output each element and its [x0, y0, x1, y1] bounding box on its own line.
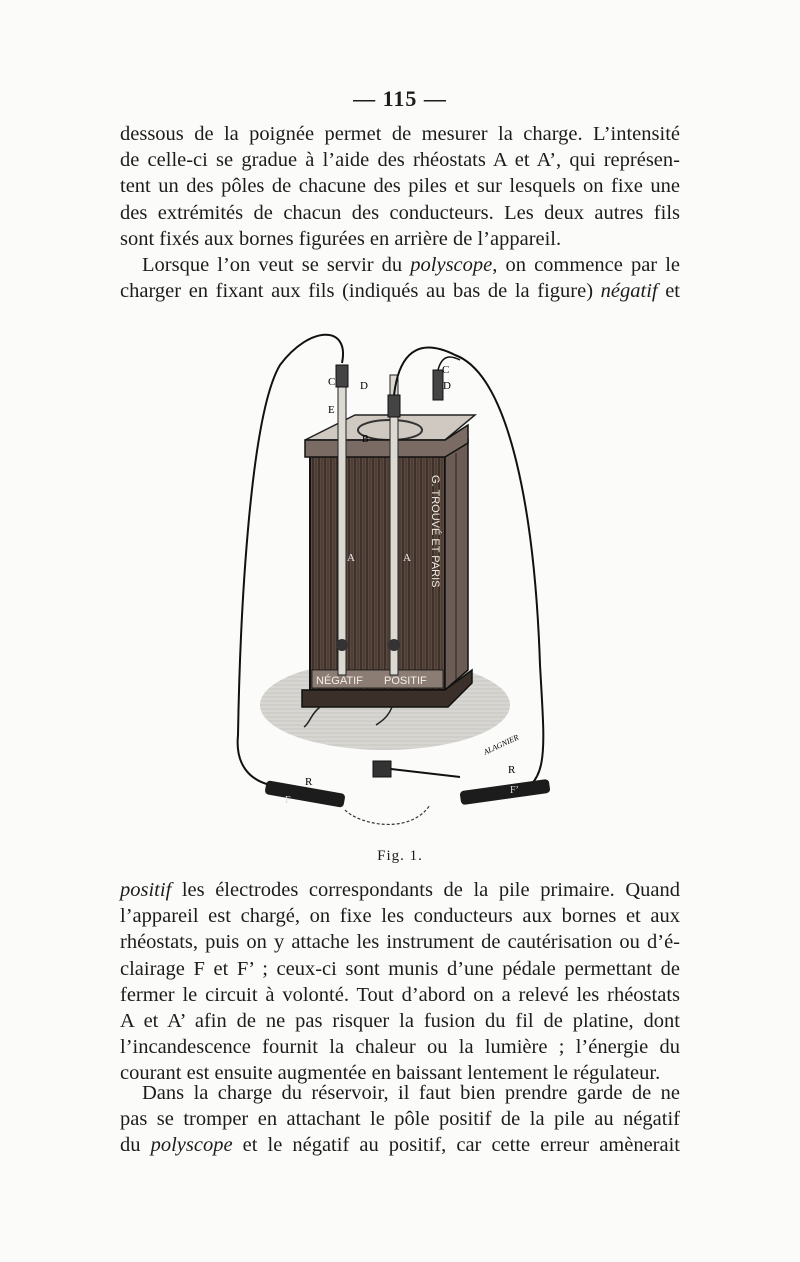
text-fragment: et: [657, 280, 680, 303]
connector: [373, 761, 391, 777]
label-e: E: [328, 404, 335, 416]
label-negatif: NÉGATIF: [316, 675, 363, 687]
text-line: [120, 877, 680, 903]
polyscope-figure: [210, 315, 590, 845]
label-positif: POSITIF: [384, 675, 427, 687]
page-number: — 115 —: [353, 86, 447, 111]
text-line: [120, 1132, 680, 1158]
text-line: dessous de la poignée permet de mesurer la charge. L’intensité: [120, 123, 680, 145]
text-line: [120, 252, 680, 278]
text-fragment: , on commence par le: [492, 254, 680, 277]
label-d-left: D: [360, 380, 368, 392]
label-f-left: F: [285, 795, 291, 806]
text-line: sont fixés aux bornes figurées en arrière de l’appareil.: [120, 227, 562, 250]
italic-term: polyscope: [150, 1134, 233, 1157]
text-line: clairage F et F’ ; ceux-ci sont munis d’une pédale permettant de: [120, 957, 680, 980]
text-line: Dans la charge du réservoir, il faut bien prendre garde de ne: [142, 1082, 680, 1104]
text-fragment: Lorsque l’on veut se servir du: [142, 254, 411, 277]
text-line: [120, 278, 680, 304]
figure-caption: Fig. 1.: [377, 848, 423, 864]
text-line: de celle-ci se gradue à l’aide des rhéostats A et A’, qui représen-: [120, 149, 680, 172]
label-b: B: [362, 434, 369, 445]
italic-term: polyscope: [410, 254, 493, 277]
rheostat-left: [338, 375, 346, 675]
italic-term: positif: [120, 879, 172, 901]
text-line: A et A’ afin de ne pas risquer la fusion du fil de platine, dont: [120, 1010, 680, 1033]
label-r-left: R: [305, 776, 313, 788]
rheostat-right: [390, 375, 398, 675]
polyscope-illustration: [210, 315, 590, 845]
label-f-right: F’: [510, 785, 519, 796]
label-r-right: R: [508, 764, 516, 776]
paragraph-1: [120, 121, 680, 304]
text-line: tent un des pôles de chacune des piles et sur lesquels on fixe une: [120, 175, 680, 198]
text-line: l’appareil est chargé, on fixe les conducteurs aux bornes et aux: [120, 905, 680, 928]
italic-term: négatif: [600, 280, 658, 303]
engraver-signature: ALAGNIER: [482, 732, 521, 757]
text-fragment: et le négatif au positif, car cette erreur amènerait: [232, 1134, 680, 1157]
text-fragment: du: [120, 1134, 151, 1157]
text-line: courant est ensuite augmentée en baissant lentement le régulateur.: [120, 1062, 661, 1085]
text-line: pas se tromper en attachant le pôle positif de la pile au négatif: [120, 1108, 680, 1131]
label-a-right: A: [403, 552, 411, 564]
label-a-left: A: [347, 552, 355, 564]
text-fragment: les électrodes correspondants de la pile primaire. Quand: [171, 879, 680, 901]
cable-bottom: [345, 805, 430, 824]
maker-label: G. TROUVÉ ET PARIS: [429, 475, 441, 588]
paragraph-4: [120, 1080, 680, 1159]
label-d-right: D: [443, 380, 451, 392]
text-line: des extrémités de chacun des conducteurs. Les deux autres fils: [120, 201, 680, 224]
text-line: l’incandescence fournit la chaleur ou la lumière ; l’énergie du: [120, 1036, 680, 1059]
handle-right: [459, 779, 550, 805]
label-c-right: C: [442, 364, 450, 376]
text-line: rhéostats, puis on y attache les instrument de cautérisation ou d’é-: [120, 931, 680, 954]
box-front: [310, 455, 445, 690]
text-fragment: charger en fixant aux fils (indiqués au bas de la figure): [120, 280, 601, 303]
label-c-left: C: [328, 376, 336, 388]
text-line: fermer le circuit à volonté. Tout d’abord on a relevé les rhéostats: [120, 983, 680, 1006]
paragraph-3: [120, 877, 680, 1087]
